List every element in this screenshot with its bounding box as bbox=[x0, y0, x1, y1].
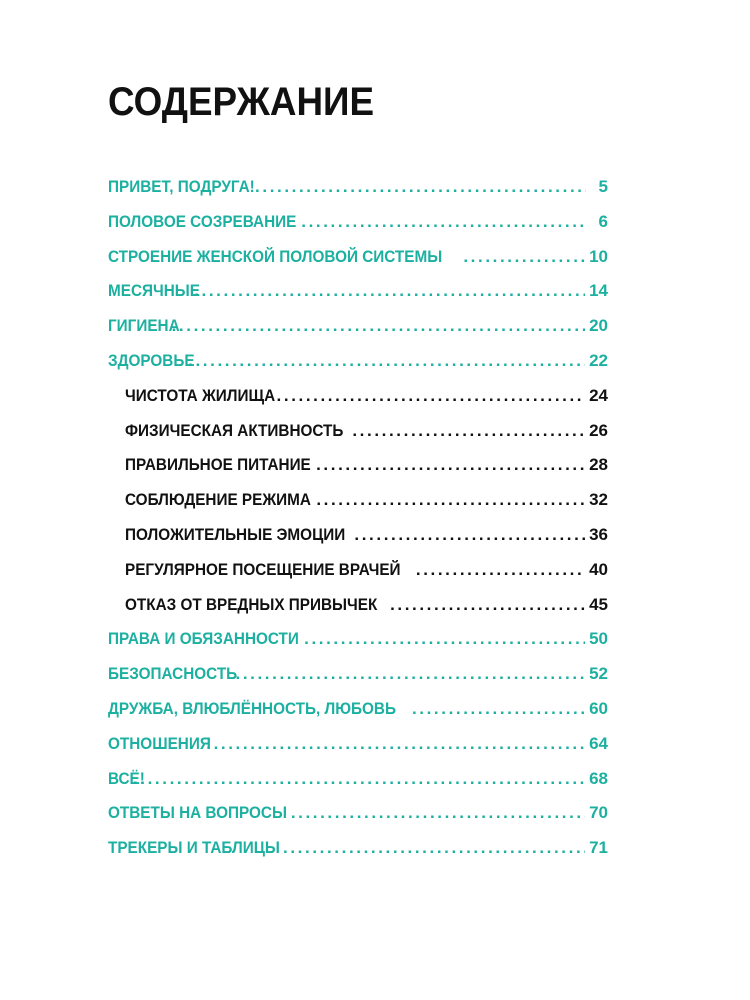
toc-dot-leader bbox=[316, 483, 585, 518]
toc-entry-label: ПРИВЕТ, ПОДРУГА! bbox=[108, 177, 255, 196]
toc-page-number: 22 bbox=[589, 350, 608, 370]
toc-page-number: 28 bbox=[589, 455, 608, 475]
toc-dot-leader bbox=[301, 205, 586, 240]
toc-subentry[interactable] bbox=[108, 379, 608, 414]
toc-subentry[interactable] bbox=[108, 414, 608, 449]
toc-entry-label: РЕГУЛЯРНОЕ ПОСЕЩЕНИЕ ВРАЧЕЙ bbox=[125, 559, 401, 579]
toc-entry[interactable] bbox=[108, 205, 608, 240]
toc-entry-label: ЗДОРОВЬЕ bbox=[108, 350, 195, 370]
toc-entry[interactable] bbox=[108, 240, 608, 275]
toc-entry-label: ТРЕКЕРЫ И ТАБЛИЦЫ bbox=[108, 838, 280, 858]
toc-dot-leader bbox=[354, 518, 585, 553]
toc-page-number: 60 bbox=[589, 698, 608, 718]
toc-dot-leader bbox=[291, 796, 585, 831]
toc-page-number: 10 bbox=[589, 246, 608, 266]
toc-entry-label: ОТКАЗ ОТ ВРЕДНЫХ ПРИВЫЧЕК bbox=[125, 594, 378, 614]
toc-entry-label: ГИГИЕНА bbox=[108, 316, 180, 336]
toc-entry-label: ВСЁ! bbox=[108, 768, 145, 788]
toc-entry-label: СОБЛЮДЕНИЕ РЕЖИМА bbox=[125, 490, 311, 510]
page-title: СОДЕРЖАНИЕ bbox=[108, 80, 375, 124]
toc-page-number: 20 bbox=[589, 316, 608, 336]
toc-page-number: 26 bbox=[589, 420, 608, 440]
toc-entry-label: ПРАВА И ОБЯЗАННОСТИ bbox=[108, 629, 299, 649]
toc-dot-leader bbox=[390, 588, 585, 623]
toc-page-number: 14 bbox=[589, 281, 608, 301]
toc-entry[interactable] bbox=[108, 344, 608, 379]
toc-dot-leader bbox=[352, 414, 585, 449]
toc-page-number: 40 bbox=[589, 559, 608, 579]
toc-dot-leader bbox=[463, 240, 585, 275]
toc-page-number: 68 bbox=[589, 768, 608, 788]
toc-page-number: 36 bbox=[589, 524, 608, 544]
toc-entry-label: ЧИСТОТА ЖИЛИЩА bbox=[125, 385, 276, 405]
toc-subentry[interactable] bbox=[108, 483, 608, 518]
toc-dot-leader bbox=[412, 692, 585, 727]
table-of-contents bbox=[108, 170, 608, 866]
toc-dot-leader bbox=[316, 448, 585, 483]
toc-page-number: 71 bbox=[589, 838, 608, 858]
toc-dot-leader bbox=[255, 170, 586, 205]
toc-entry-label: СТРОЕНИЕ ЖЕНСКОЙ ПОЛОВОЙ СИСТЕМЫ bbox=[108, 246, 443, 266]
toc-entry[interactable] bbox=[108, 727, 608, 762]
toc-entry[interactable] bbox=[108, 831, 608, 866]
toc-page-number: 5 bbox=[598, 177, 608, 196]
toc-entry-label: ОТВЕТЫ НА ВОПРОСЫ bbox=[108, 803, 287, 823]
toc-entry-label: ПРАВИЛЬНОЕ ПИТАНИЕ bbox=[125, 455, 311, 475]
toc-entry[interactable] bbox=[108, 796, 608, 831]
toc-dot-leader bbox=[206, 727, 585, 762]
toc-dot-leader bbox=[172, 309, 585, 344]
toc-entry[interactable] bbox=[108, 762, 608, 797]
toc-entry[interactable] bbox=[108, 657, 608, 692]
toc-entry-label: ПОЛОЖИТЕЛЬНЫЕ ЭМОЦИИ bbox=[125, 524, 346, 544]
toc-page-number: 70 bbox=[589, 803, 608, 823]
toc-page-number: 52 bbox=[589, 664, 608, 684]
toc-dot-leader bbox=[304, 622, 585, 657]
toc-page-number: 32 bbox=[589, 490, 608, 510]
toc-page-number: 24 bbox=[589, 385, 608, 405]
toc-subentry[interactable] bbox=[108, 518, 608, 553]
toc-entry[interactable] bbox=[108, 692, 608, 727]
toc-dot-leader bbox=[283, 831, 585, 866]
toc-entry-label: ДРУЖБА, ВЛЮБЛЁННОСТЬ, ЛЮБОВЬ bbox=[108, 698, 396, 718]
toc-entry-label: ОТНОШЕНИЯ bbox=[108, 733, 211, 753]
toc-entry[interactable] bbox=[108, 170, 608, 205]
toc-dot-leader bbox=[188, 344, 585, 379]
toc-page-number: 64 bbox=[589, 733, 608, 753]
toc-entry[interactable] bbox=[108, 622, 608, 657]
toc-dot-leader bbox=[194, 274, 585, 309]
toc-page-number: 45 bbox=[589, 594, 608, 614]
toc-dot-leader bbox=[416, 553, 585, 588]
toc-subentry[interactable] bbox=[108, 448, 608, 483]
toc-entry[interactable] bbox=[108, 274, 608, 309]
toc-subentry[interactable] bbox=[108, 553, 608, 588]
toc-entry-label: ФИЗИЧЕСКАЯ АКТИВНОСТЬ bbox=[125, 420, 344, 440]
toc-entry-label: БЕЗОПАСНОСТЬ bbox=[108, 664, 238, 684]
toc-entry-label: ПОЛОВОЕ СОЗРЕВАНИЕ bbox=[108, 211, 297, 231]
toc-page-number: 6 bbox=[598, 211, 608, 231]
toc-entry-label: МЕСЯЧНЫЕ bbox=[108, 281, 200, 301]
toc-dot-leader bbox=[133, 762, 585, 797]
toc-page-number: 50 bbox=[589, 629, 608, 649]
toc-entry[interactable] bbox=[108, 309, 608, 344]
toc-dot-leader bbox=[236, 657, 586, 692]
toc-subentry[interactable] bbox=[108, 588, 608, 623]
toc-dot-leader bbox=[277, 379, 586, 414]
